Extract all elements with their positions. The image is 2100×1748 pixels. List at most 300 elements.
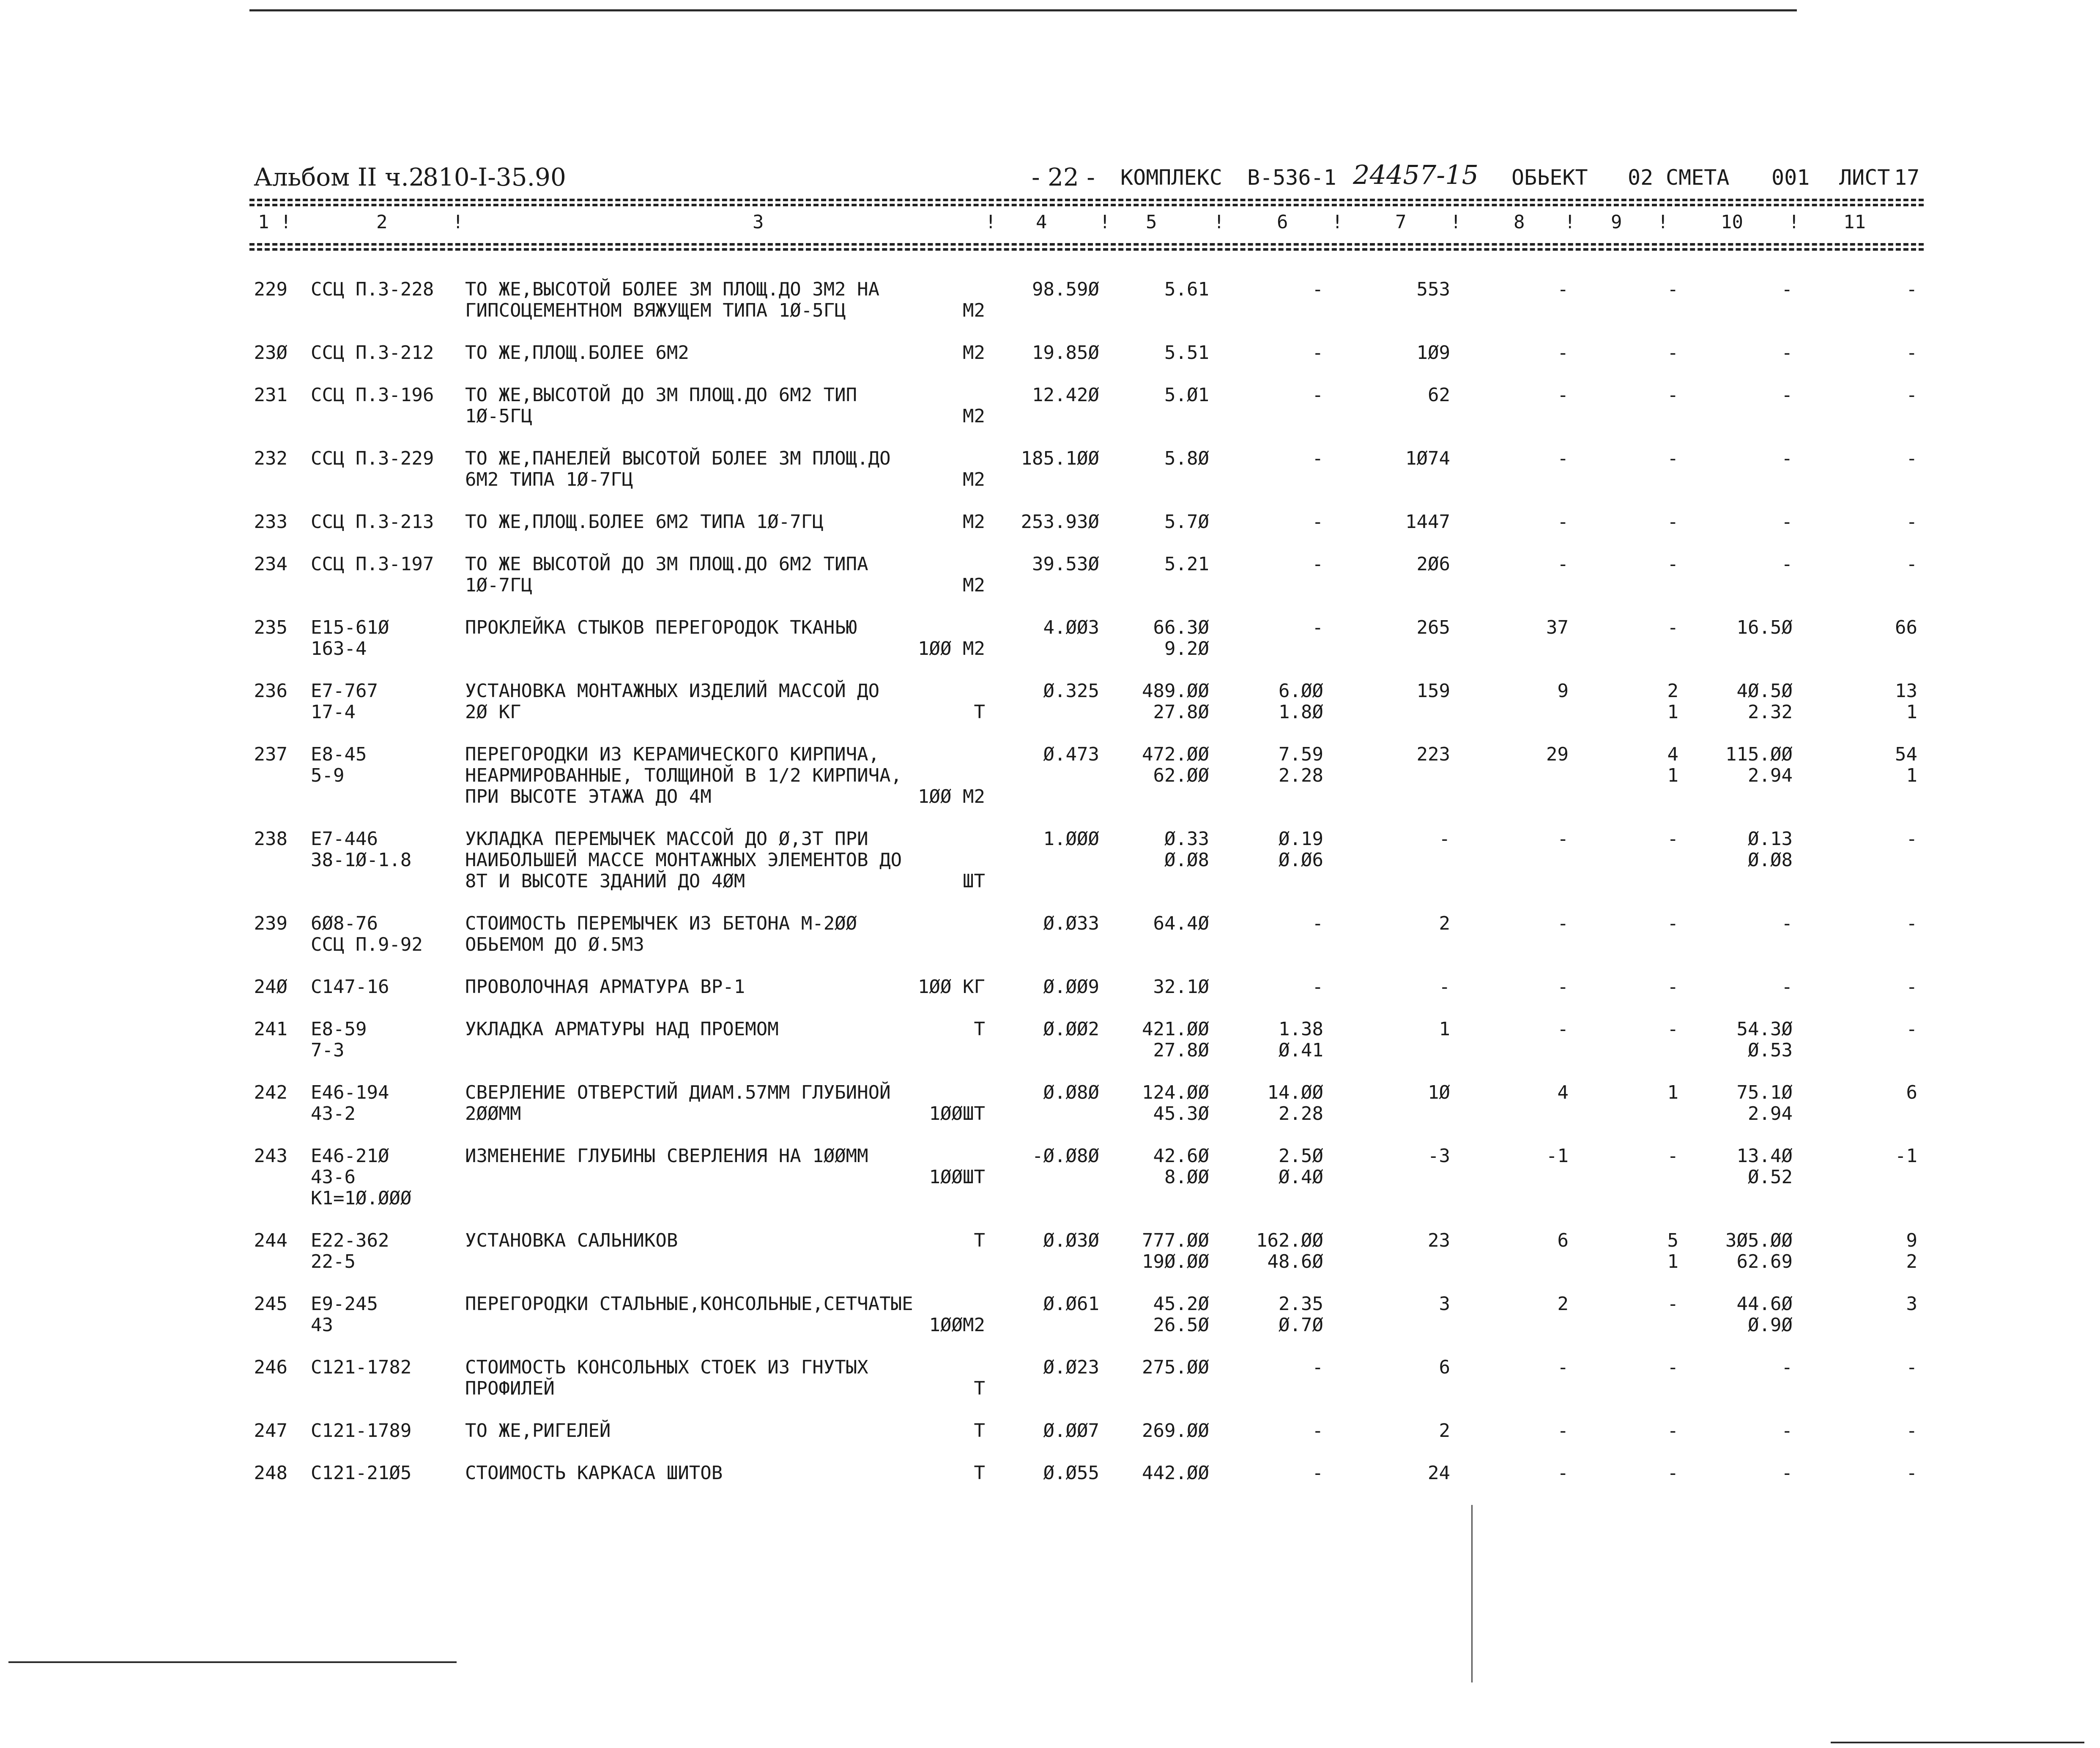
work-description: ОБЬЕМОМ ДО Ø.5М3: [465, 934, 644, 955]
labor-cost: 115.ØØ: [1725, 744, 1793, 765]
unit-cost: 66.3Ø: [1153, 617, 1209, 638]
unit-of-measure: М2: [963, 342, 985, 364]
labor-total: 54: [1895, 744, 1917, 765]
wages-cost: 6: [1557, 1230, 1569, 1251]
machine-cost: 162.ØØ: [1256, 1230, 1323, 1251]
labor-cost: -: [1781, 342, 1793, 364]
wages-cost: -: [1557, 342, 1569, 364]
work-description: 2ØØММ: [465, 1103, 521, 1124]
unit-cost: 26.5Ø: [1153, 1314, 1209, 1336]
labor-cost: Ø.13: [1748, 828, 1793, 850]
labor-cost: -: [1781, 279, 1793, 300]
unit-of-measure: Т: [974, 1462, 985, 1484]
machine-wages: 1: [1667, 701, 1678, 723]
unit-cost: 269.ØØ: [1142, 1420, 1209, 1442]
wages-cost: -: [1557, 913, 1569, 934]
labor-cost: -: [1781, 384, 1793, 406]
labor-cost: -: [1781, 553, 1793, 575]
machine-cost: Ø.19: [1279, 828, 1323, 850]
labor-cost: 4Ø.5Ø: [1736, 680, 1793, 702]
row-number: 232: [254, 448, 287, 469]
labor-total: -: [1906, 976, 1917, 998]
total-cost: 3: [1439, 1293, 1450, 1315]
unit-cost: 45.2Ø: [1153, 1293, 1209, 1315]
machine-wages: -: [1667, 384, 1678, 406]
total-cost: -: [1439, 828, 1450, 850]
column-number-1: 2: [376, 211, 388, 233]
labor-total: -: [1906, 1357, 1917, 1378]
norm-code: ССЦ П.3-228: [311, 279, 434, 300]
unit-of-measure: М2: [963, 469, 985, 490]
wages-cost: -: [1557, 1462, 1569, 1484]
norm-code: 22-5: [311, 1251, 356, 1272]
row-number: 241: [254, 1018, 287, 1040]
machine-cost: 2.35: [1279, 1293, 1323, 1315]
column-dashed-rule-2: [249, 248, 1924, 251]
row-number: 238: [254, 828, 287, 850]
work-description: СТОИМОСТЬ КАРКАСА ШИТОВ: [465, 1462, 723, 1484]
work-description: ГИПСОЦЕМЕНТНОМ ВЯЖУЩЕМ ТИПА 1Ø-5ГЦ: [465, 300, 846, 321]
sheet-label: ЛИСТ: [1839, 165, 1890, 190]
quantity: Ø.325: [1043, 680, 1099, 702]
labor-total: 6: [1906, 1082, 1917, 1103]
unit-cost: 27.8Ø: [1153, 701, 1209, 723]
work-description: ТО ЖЕ ВЫСОТОЙ ДО 3М ПЛОЩ.ДО 6М2 ТИПА: [465, 553, 868, 575]
norm-code: Е7-767: [311, 680, 378, 702]
column-number-13: 8: [1514, 211, 1525, 233]
machine-cost: 7.59: [1279, 744, 1323, 765]
wages-cost: 9: [1557, 680, 1569, 702]
total-cost: 1: [1439, 1018, 1450, 1040]
labor-total: -: [1906, 553, 1917, 575]
norm-code: Е9-245: [311, 1293, 378, 1315]
machine-cost: Ø.4Ø: [1279, 1166, 1323, 1188]
norm-code: 163-4: [311, 638, 367, 659]
labor-total: 3: [1906, 1293, 1917, 1315]
machine-cost: -: [1312, 384, 1323, 406]
quantity: Ø.Ø23: [1043, 1357, 1099, 1378]
machine-cost: -: [1312, 1420, 1323, 1442]
work-description: ТО ЖЕ,РИГЕЛЕЙ: [465, 1420, 611, 1442]
wages-cost: 29: [1546, 744, 1569, 765]
machine-cost: -: [1312, 553, 1323, 575]
total-cost: 1Ø9: [1416, 342, 1450, 364]
row-number: 234: [254, 553, 287, 575]
work-description: 1Ø-5ГЦ: [465, 405, 532, 427]
labor-total: -: [1906, 1462, 1917, 1484]
labor-total: -: [1906, 384, 1917, 406]
unit-cost: 5.8Ø: [1164, 448, 1209, 469]
bottom-border-line: [8, 1661, 457, 1663]
unit-cost: 42.6Ø: [1153, 1145, 1209, 1167]
labor-cost: 54.3Ø: [1736, 1018, 1793, 1040]
labor-total: -: [1906, 913, 1917, 934]
work-description: ПРИ ВЫСОТЕ ЭТАЖА ДО 4М: [465, 786, 712, 807]
row-number: 247: [254, 1420, 287, 1442]
norm-code: 7-3: [311, 1039, 345, 1061]
unit-of-measure: Т: [974, 1230, 985, 1251]
machine-wages: -: [1667, 1420, 1678, 1442]
total-cost: 223: [1416, 744, 1450, 765]
album-label: Альбом II ч.2: [254, 163, 424, 191]
work-description: СВЕРЛЕНИЕ ОТВЕРСТИЙ ДИАМ.57ММ ГЛУБИНОЙ: [465, 1082, 891, 1103]
wages-cost: 37: [1546, 617, 1569, 638]
row-number: 233: [254, 511, 287, 533]
wages-cost: -: [1557, 553, 1569, 575]
total-cost: 62: [1428, 384, 1450, 406]
unit-of-measure: ШТ: [963, 870, 985, 892]
total-cost: 6: [1439, 1357, 1450, 1378]
quantity: Ø.Ø61: [1043, 1293, 1099, 1315]
quantity: 39.53Ø: [1032, 553, 1099, 575]
unit-of-measure: 1ØØШТ: [929, 1103, 985, 1124]
column-number-5: 4: [1036, 211, 1047, 233]
row-number: 236: [254, 680, 287, 702]
quantity: Ø.Ø55: [1043, 1462, 1099, 1484]
wages-cost: -: [1557, 828, 1569, 850]
quantity: 4.ØØ3: [1043, 617, 1099, 638]
labor-cost: 62.69: [1736, 1251, 1793, 1272]
norm-code: Е7-446: [311, 828, 378, 850]
quantity: 98.59Ø: [1032, 279, 1099, 300]
column-number-4: !: [985, 211, 997, 233]
norm-code: Е22-362: [311, 1230, 389, 1251]
vertical-scan-line: [1471, 1505, 1473, 1682]
machine-wages: -: [1667, 617, 1678, 638]
machine-cost: 2.28: [1279, 765, 1323, 786]
complex-value: В-536-1: [1247, 165, 1336, 190]
unit-cost: 472.ØØ: [1142, 744, 1209, 765]
labor-total: 2: [1906, 1251, 1917, 1272]
labor-cost: 3Ø5.ØØ: [1725, 1230, 1793, 1251]
quantity: 19.85Ø: [1032, 342, 1099, 364]
work-description: 6М2 ТИПА 1Ø-7ГЦ: [465, 469, 633, 490]
total-cost: 2Ø6: [1416, 553, 1450, 575]
machine-cost: 48.6Ø: [1267, 1251, 1323, 1272]
column-dashed-rule: [249, 243, 1924, 246]
quantity: 1.ØØØ: [1043, 828, 1099, 850]
labor-total: -: [1906, 1420, 1917, 1442]
total-cost: 24: [1428, 1462, 1450, 1484]
total-cost: 2: [1439, 1420, 1450, 1442]
unit-cost: Ø.Ø8: [1164, 849, 1209, 871]
unit-of-measure: 1ØØМ2: [929, 1314, 985, 1336]
row-number: 244: [254, 1230, 287, 1251]
machine-wages: -: [1667, 1357, 1678, 1378]
labor-cost: -: [1781, 1462, 1793, 1484]
unit-cost: 5.7Ø: [1164, 511, 1209, 533]
machine-wages: 4: [1667, 744, 1678, 765]
norm-code: Е46-21Ø: [311, 1145, 389, 1167]
work-description: ТО ЖЕ,ПЛОЩ.БОЛЕЕ 6М2 ТИПА 1Ø-7ГЦ: [465, 511, 824, 533]
wages-cost: -1: [1546, 1145, 1569, 1167]
wages-cost: -: [1557, 1420, 1569, 1442]
machine-cost: 6.ØØ: [1279, 680, 1323, 702]
quantity: Ø.ØØ9: [1043, 976, 1099, 998]
machine-cost: Ø.7Ø: [1279, 1314, 1323, 1336]
document-code: 810-I-35.90: [423, 163, 566, 191]
labor-cost: 2.32: [1748, 701, 1793, 723]
total-cost: 2: [1439, 913, 1450, 934]
machine-wages: 1: [1667, 765, 1678, 786]
page-number: - 22 -: [1032, 163, 1095, 191]
work-description: ПРОВОЛОЧНАЯ АРМАТУРА ВР-1: [465, 976, 745, 998]
unit-cost: 124.ØØ: [1142, 1082, 1209, 1103]
labor-cost: 75.1Ø: [1736, 1082, 1793, 1103]
unit-of-measure: Т: [974, 1378, 985, 1399]
row-number: 243: [254, 1145, 287, 1167]
complex-label: КОМПЛЕКС: [1120, 165, 1222, 190]
column-number-14: !: [1564, 211, 1576, 233]
sheet-value: 17: [1894, 165, 1920, 190]
machine-wages: -: [1667, 279, 1678, 300]
quantity: Ø.Ø8Ø: [1043, 1082, 1099, 1103]
norm-code: 6Ø8-76: [311, 913, 378, 934]
column-number-9: 6: [1277, 211, 1288, 233]
column-number-18: !: [1788, 211, 1800, 233]
work-description: УСТАНОВКА САЛЬНИКОВ: [465, 1230, 678, 1251]
wages-cost: 4: [1557, 1082, 1569, 1103]
norm-code: 5-9: [311, 765, 345, 786]
column-number-row: [254, 211, 1924, 237]
labor-cost: -: [1781, 448, 1793, 469]
unit-of-measure: Т: [974, 701, 985, 723]
unit-of-measure: Т: [974, 1420, 985, 1442]
machine-cost: Ø.41: [1279, 1039, 1323, 1061]
quantity: 253.93Ø: [1021, 511, 1099, 533]
machine-cost: 1.8Ø: [1279, 701, 1323, 723]
column-number-17: 10: [1721, 211, 1743, 233]
work-description: НАИБОЛЬШЕЙ МАССЕ МОНТАЖНЫХ ЭЛЕМЕНТОВ ДО: [465, 849, 902, 871]
quantity: Ø.ØØ7: [1043, 1420, 1099, 1442]
machine-wages: 1: [1667, 1251, 1678, 1272]
machine-cost: -: [1312, 342, 1323, 364]
unit-cost: 64.4Ø: [1153, 913, 1209, 934]
total-cost: 553: [1416, 279, 1450, 300]
labor-total: -: [1906, 342, 1917, 364]
labor-cost: -: [1781, 511, 1793, 533]
column-number-16: !: [1657, 211, 1669, 233]
labor-cost: Ø.Ø8: [1748, 849, 1793, 871]
total-cost: 265: [1416, 617, 1450, 638]
unit-cost: 27.8Ø: [1153, 1039, 1209, 1061]
unit-of-measure: М2: [963, 511, 985, 533]
row-number: 24Ø: [254, 976, 287, 998]
wages-cost: -: [1557, 511, 1569, 533]
unit-cost: 8.ØØ: [1164, 1166, 1209, 1188]
work-description: ТО ЖЕ,ВЫСОТОЙ ДО 3М ПЛОЩ.ДО 6М2 ТИП: [465, 384, 857, 406]
norm-code: К1=1Ø.ØØØ: [311, 1187, 412, 1209]
work-description: УКЛАДКА АРМАТУРЫ НАД ПРОЕМОМ: [465, 1018, 779, 1040]
norm-code: 43: [311, 1314, 333, 1336]
row-number: 239: [254, 913, 287, 934]
work-description: ПЕРЕГОРОДКИ СТАЛЬНЫЕ,КОНСОЛЬНЫЕ,СЕТЧАТЫЕ: [465, 1293, 913, 1315]
row-number: 248: [254, 1462, 287, 1484]
norm-code: 43-6: [311, 1166, 356, 1188]
total-cost: 1Ø74: [1405, 448, 1450, 469]
header-dashed-rule: [249, 199, 1924, 201]
labor-total: -1: [1895, 1145, 1917, 1167]
wages-cost: -: [1557, 384, 1569, 406]
machine-wages: -: [1667, 553, 1678, 575]
norm-code: Е46-194: [311, 1082, 389, 1103]
machine-cost: -: [1312, 448, 1323, 469]
labor-cost: Ø.52: [1748, 1166, 1793, 1188]
work-description: 2Ø КГ: [465, 701, 521, 723]
norm-code: С121-1782: [311, 1357, 412, 1378]
total-cost: 1Ø: [1428, 1082, 1450, 1103]
machine-wages: -: [1667, 448, 1678, 469]
work-description: УКЛАДКА ПЕРЕМЫЧЕК МАССОЙ ДО Ø,3Т ПРИ: [465, 828, 868, 850]
quantity: 185.1ØØ: [1021, 448, 1099, 469]
total-cost: -: [1439, 976, 1450, 998]
unit-cost: 5.61: [1164, 279, 1209, 300]
wages-cost: -: [1557, 448, 1569, 469]
work-description: СТОИМОСТЬ КОНСОЛЬНЫХ СТОЕК ИЗ ГНУТЫХ: [465, 1357, 868, 1378]
column-number-15: 9: [1611, 211, 1622, 233]
header-dashed-rule-2: [249, 204, 1924, 206]
labor-total: 13: [1895, 680, 1917, 702]
wages-cost: -: [1557, 279, 1569, 300]
unit-cost: 489.ØØ: [1142, 680, 1209, 702]
labor-cost: -: [1781, 976, 1793, 998]
unit-cost: 777.ØØ: [1142, 1230, 1209, 1251]
work-description: ПРОКЛЕЙКА СТЫКОВ ПЕРЕГОРОДОК ТКАНЬЮ: [465, 617, 857, 638]
work-description: 8Т И ВЫСОТЕ ЗДАНИЙ ДО 4ØМ: [465, 870, 745, 892]
wages-cost: 2: [1557, 1293, 1569, 1315]
work-description: ПРОФИЛЕЙ: [465, 1378, 555, 1399]
norm-code: 17-4: [311, 701, 356, 723]
row-number: 23Ø: [254, 342, 287, 364]
norm-code: 38-1Ø-1.8: [311, 849, 412, 871]
quantity: -Ø.Ø8Ø: [1032, 1145, 1099, 1167]
labor-total: 66: [1895, 617, 1917, 638]
labor-total: -: [1906, 448, 1917, 469]
column-number-3: 3: [753, 211, 764, 233]
unit-of-measure: 1ØØ М2: [918, 638, 985, 659]
norm-code: ССЦ П.3-213: [311, 511, 434, 533]
column-number-6: !: [1099, 211, 1111, 233]
labor-cost: 13.4Ø: [1736, 1145, 1793, 1167]
unit-cost: 19Ø.ØØ: [1142, 1251, 1209, 1272]
labor-cost: -: [1781, 1357, 1793, 1378]
handwritten-number: 24457-15: [1353, 159, 1479, 190]
column-number-7: 5: [1146, 211, 1157, 233]
machine-cost: 14.ØØ: [1267, 1082, 1323, 1103]
column-number-11: 7: [1395, 211, 1407, 233]
work-description: ТО ЖЕ,ПАНЕЛЕЙ ВЫСОТОЙ БОЛЕЕ 3М ПЛОЩ.ДО: [465, 448, 891, 469]
norm-code: С121-1789: [311, 1420, 412, 1442]
unit-cost: 5.Ø1: [1164, 384, 1209, 406]
row-number: 231: [254, 384, 287, 406]
norm-code: ССЦ П.3-212: [311, 342, 434, 364]
unit-of-measure: 1ØØШТ: [929, 1166, 985, 1188]
column-number-19: 11: [1843, 211, 1866, 233]
machine-wages: -: [1667, 1293, 1678, 1315]
machine-cost: -: [1312, 279, 1323, 300]
quantity: 12.42Ø: [1032, 384, 1099, 406]
quantity: Ø.ØØ2: [1043, 1018, 1099, 1040]
unit-cost: 442.ØØ: [1142, 1462, 1209, 1484]
labor-cost: Ø.53: [1748, 1039, 1793, 1061]
labor-cost: 2.94: [1748, 765, 1793, 786]
work-description: ПЕРЕГОРОДКИ ИЗ КЕРАМИЧЕСКОГО КИРПИЧА,: [465, 744, 880, 765]
unit-cost: 275.ØØ: [1142, 1357, 1209, 1378]
machine-wages: -: [1667, 913, 1678, 934]
sheet-header: [254, 159, 1924, 197]
unit-of-measure: Т: [974, 1018, 985, 1040]
work-description: СТОИМОСТЬ ПЕРЕМЫЧЕК ИЗ БЕТОНА М-2ØØ: [465, 913, 857, 934]
unit-cost: 421.ØØ: [1142, 1018, 1209, 1040]
machine-wages: -: [1667, 976, 1678, 998]
machine-wages: -: [1667, 342, 1678, 364]
wages-cost: -: [1557, 976, 1569, 998]
norm-code: ССЦ П.9-92: [311, 934, 423, 955]
row-number: 245: [254, 1293, 287, 1315]
unit-of-measure: М2: [963, 574, 985, 596]
machine-cost: 1.38: [1279, 1018, 1323, 1040]
machine-cost: -: [1312, 617, 1323, 638]
unit-of-measure: М2: [963, 300, 985, 321]
labor-cost: -: [1781, 913, 1793, 934]
object-value: 02: [1628, 165, 1654, 190]
estimate-label: СМЕТА: [1666, 165, 1730, 190]
wages-cost: -: [1557, 1357, 1569, 1378]
unit-cost: 32.1Ø: [1153, 976, 1209, 998]
norm-code: ССЦ П.3-229: [311, 448, 434, 469]
wages-cost: -: [1557, 1018, 1569, 1040]
machine-wages: -: [1667, 1462, 1678, 1484]
machine-wages: -: [1667, 511, 1678, 533]
work-description: ТО ЖЕ,ПЛОЩ.БОЛЕЕ 6М2: [465, 342, 689, 364]
labor-cost: 16.5Ø: [1736, 617, 1793, 638]
labor-cost: Ø.9Ø: [1748, 1314, 1793, 1336]
labor-total: -: [1906, 511, 1917, 533]
top-border-line: [249, 9, 1797, 11]
labor-cost: 44.6Ø: [1736, 1293, 1793, 1315]
object-label: ОБЬЕКТ: [1511, 165, 1588, 190]
column-number-10: !: [1332, 211, 1343, 233]
machine-cost: 2.28: [1279, 1103, 1323, 1124]
total-cost: 23: [1428, 1230, 1450, 1251]
labor-cost: -: [1781, 1420, 1793, 1442]
row-number: 237: [254, 744, 287, 765]
labor-cost: 2.94: [1748, 1103, 1793, 1124]
estimate-value: 001: [1771, 165, 1810, 190]
quantity: Ø.Ø33: [1043, 913, 1099, 934]
unit-cost: 45.3Ø: [1153, 1103, 1209, 1124]
machine-cost: Ø.Ø6: [1279, 849, 1323, 871]
norm-code: С121-21Ø5: [311, 1462, 412, 1484]
labor-total: -: [1906, 828, 1917, 850]
row-number: 246: [254, 1357, 287, 1378]
work-description: 1Ø-7ГЦ: [465, 574, 532, 596]
bottom-border-line-right: [1831, 1742, 2084, 1743]
norm-code: Е8-59: [311, 1018, 367, 1040]
work-description: НЕАРМИРОВАННЫЕ, ТОЛЩИНОЙ В 1/2 КИРПИЧА,: [465, 765, 902, 786]
column-number-0: 1 !: [258, 211, 292, 233]
machine-wages: -: [1667, 1018, 1678, 1040]
unit-of-measure: 1ØØ М2: [918, 786, 985, 807]
total-cost: 1447: [1405, 511, 1450, 533]
column-number-8: !: [1213, 211, 1225, 233]
work-description: ИЗМЕНЕНИЕ ГЛУБИНЫ СВЕРЛЕНИЯ НА 1ØØММ: [465, 1145, 868, 1167]
row-number: 242: [254, 1082, 287, 1103]
column-number-12: !: [1450, 211, 1462, 233]
unit-cost: 5.21: [1164, 553, 1209, 575]
machine-wages: 2: [1667, 680, 1678, 702]
machine-cost: -: [1312, 1462, 1323, 1484]
